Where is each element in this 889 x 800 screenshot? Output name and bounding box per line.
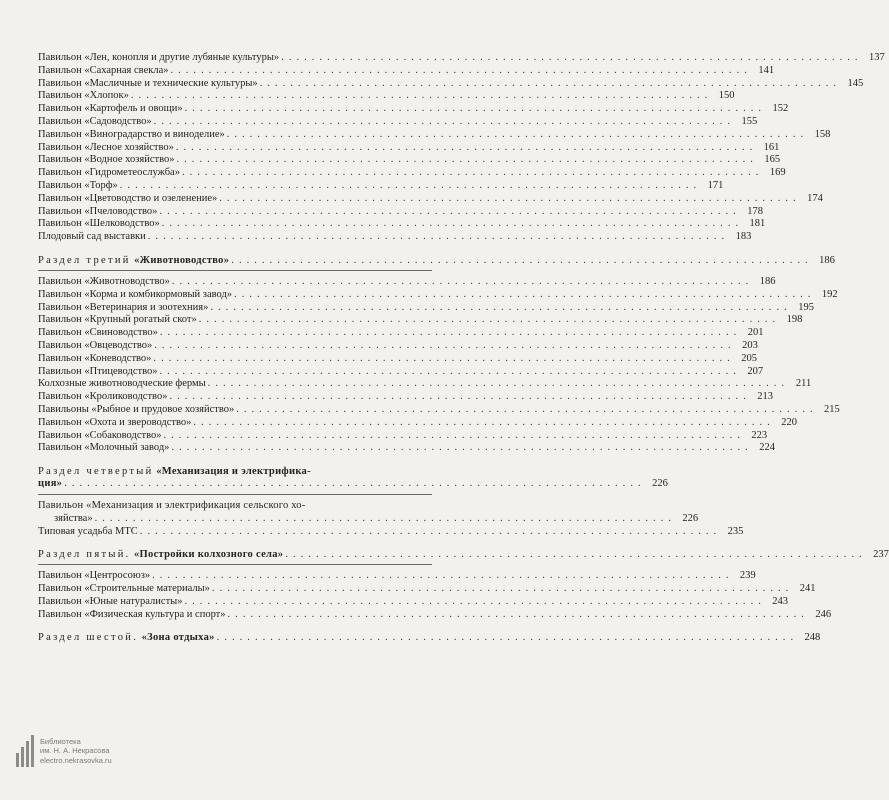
toc-entry (38, 218, 766, 231)
toc-entry (38, 167, 786, 180)
toc-entry (38, 339, 758, 353)
toc-entry-page: 201 (747, 327, 764, 339)
toc-entry-page: 224 (759, 442, 776, 454)
toc-entry-page: 155 (741, 115, 758, 127)
toc-entry-page: 203 (742, 339, 758, 351)
toc-entry (38, 90, 735, 103)
toc-entry-title: Павильон «Цветоводство и озеленение» (38, 192, 218, 204)
toc-entry (38, 429, 768, 443)
toc-entry-title: Павильон «Садоводство» (38, 115, 152, 127)
toc-entry-page: 239 (739, 570, 756, 582)
toc-entry-title: Павильон «Шелководство» (38, 218, 160, 230)
toc-entry (38, 128, 831, 142)
table-of-contents (38, 52, 889, 644)
toc-entry-page: 243 (772, 595, 789, 607)
toc-entry (38, 154, 781, 167)
toc-entry-page: 220 (781, 416, 797, 428)
toc-entry (38, 64, 775, 78)
toc-entry (38, 141, 780, 155)
section-5-prefix: Раздел пятый. (38, 549, 131, 561)
section-4-title-line2: ция» (38, 478, 63, 490)
toc-entry-page: 178 (747, 205, 763, 217)
section-3-title: «Животноводство» (134, 254, 230, 266)
toc-entry-title: Павильон «Молочный завод» (38, 442, 170, 454)
toc-entry-title: Павильон «Водное хозяйство» (38, 154, 175, 166)
section-5-heading (38, 548, 889, 561)
section-4-entry-2 (38, 525, 744, 539)
section-4-heading (38, 465, 668, 491)
toc-group-3 (38, 570, 832, 621)
section-4-prefix: Раздел четвертый (38, 466, 154, 478)
toc-entry-page: 141 (758, 64, 775, 76)
toc-group-2 (38, 275, 840, 455)
toc-entry-page: 223 (751, 429, 768, 441)
section-3-heading (38, 254, 835, 267)
toc-entry (38, 583, 816, 596)
section-4-entry-2-text: Типовая усадьба МТС (38, 525, 138, 537)
toc-group-1 (38, 52, 885, 244)
toc-entry-page: 174 (807, 192, 823, 204)
toc-entry-page: 137 (869, 52, 885, 63)
section-6-page: 248 (804, 632, 821, 644)
toc-entry-title: Павильон «Центросоюз» (38, 570, 151, 582)
toc-entry (38, 314, 803, 327)
toc-entry (38, 442, 776, 455)
divider (38, 564, 432, 565)
toc-entry (38, 231, 752, 244)
toc-entry (38, 403, 840, 417)
section-5-title: «Постройки колхозного села» (134, 549, 284, 561)
section-5-page: 237 (873, 549, 889, 561)
toc-entry-page: 246 (815, 608, 832, 620)
toc-entry (38, 416, 797, 430)
section-4-entry-2-page: 235 (727, 525, 744, 537)
toc-entry-page: 169 (769, 167, 786, 179)
toc-entry-title: Павильон «Гидрометеослужба» (38, 167, 180, 179)
toc-entry (38, 391, 774, 404)
toc-entry-page: 213 (757, 391, 774, 403)
toc-entry-page: 161 (763, 141, 780, 153)
toc-entry-page: 215 (824, 403, 840, 415)
toc-entry-page: 181 (749, 218, 766, 230)
toc-entry (38, 192, 823, 206)
toc-entry-page: 207 (747, 365, 764, 377)
toc-entry-title: Павильон «Коневодство» (38, 352, 152, 364)
toc-entry-title: Павильон «Корма и комбикормовый завод» (38, 288, 233, 300)
toc-entry (38, 365, 764, 379)
section-4-entry-page: 226 (682, 512, 699, 524)
toc-entry-title: Павильон «Птицеводство» (38, 365, 158, 377)
toc-entry (38, 378, 812, 391)
toc-entry-title: Павильон «Животноводство» (38, 275, 170, 287)
toc-entry-title: Павильон «Картофель и овощи» (38, 103, 183, 115)
toc-entry-title: Павильон «Масличные и технические культуры» (38, 77, 258, 89)
footer-line1: Библиотека (40, 736, 81, 746)
section-4-entry-line2: зяйства» (54, 512, 93, 524)
toc-entry-title: Павильон «Кролиководство» (38, 391, 168, 403)
toc-entry-page: 152 (772, 103, 789, 115)
toc-entry (38, 595, 789, 609)
toc-entry-title: Павильон «Хлопок» (38, 90, 129, 102)
toc-entry-title: Павильоны «Рыбное и прудовое хозяйство» (38, 403, 235, 415)
library-watermark (16, 735, 112, 767)
section-4-title-line1: «Механизация и электрифика- (156, 466, 311, 478)
toc-entry (38, 288, 838, 302)
toc-entry (38, 352, 757, 366)
toc-entry (38, 301, 814, 315)
toc-entry (38, 570, 756, 583)
toc-entry-title: Павильон «Свиноводство» (38, 327, 158, 339)
toc-entry-page: 158 (814, 128, 831, 140)
section-3-page: 186 (819, 254, 835, 266)
toc-entry-page: 171 (707, 179, 724, 191)
toc-entry-title: Павильон «Охота и звероводство» (38, 416, 192, 428)
toc-entry-title: Павильон «Сахарная свекла» (38, 64, 169, 76)
toc-entry-page: 165 (764, 154, 781, 166)
section-6-heading (38, 631, 821, 644)
toc-entry (38, 115, 758, 129)
toc-entry (38, 608, 832, 622)
toc-entry (38, 327, 764, 340)
toc-entry-page: 198 (786, 314, 803, 326)
section-3-prefix: Раздел третий (38, 254, 131, 266)
toc-entry-title: Павильон «Пчеловодство» (38, 205, 158, 217)
toc-entry-title: Павильон «Юные натуралисты» (38, 595, 183, 607)
toc-entry-page: 192 (821, 288, 838, 300)
section-4-entry (38, 499, 699, 526)
toc-entry-title: Павильон «Овцеводство» (38, 339, 153, 351)
toc-entry-title: Павильон «Виноградарство и виноделие» (38, 128, 225, 140)
toc-entry-title: Павильон «Лен, конопля и другие лубяные культуры» (38, 52, 280, 63)
toc-entry-page: 186 (759, 275, 776, 287)
toc-entry-page: 205 (741, 352, 757, 364)
section-4-page: 226 (652, 478, 668, 490)
toc-entry-title: Плодовый сад выставки (38, 231, 146, 243)
toc-entry-page: 145 (847, 77, 864, 89)
toc-entry (38, 275, 776, 289)
toc-entry-title: Павильон «Торф» (38, 179, 118, 191)
toc-entry-page: 150 (718, 90, 735, 102)
toc-entry-title: Павильон «Собаководство» (38, 429, 162, 441)
toc-entry-title: Павильон «Лесное хозяйство» (38, 141, 174, 153)
toc-entry-page: 211 (795, 378, 812, 390)
toc-entry-title: Павильон «Крупный рогатый скот» (38, 314, 197, 326)
toc-entry-page: 183 (735, 231, 752, 243)
toc-entry (38, 205, 763, 219)
toc-entry-page: 241 (799, 583, 816, 595)
toc-entry (38, 103, 789, 116)
toc-entry (38, 52, 885, 65)
footer-line3: electro.nekrasovka.ru (40, 755, 112, 765)
divider (38, 494, 432, 495)
toc-entry (38, 179, 724, 193)
section-6-prefix: Раздел шестой. (38, 632, 139, 644)
section-6-title: «Зона отдыха» (141, 632, 215, 644)
toc-entry-page: 195 (798, 301, 814, 313)
toc-entry-title: Колхозные животноводческие фермы (38, 378, 206, 390)
toc-entry-title: Павильон «Физическая культура и спорт» (38, 608, 226, 620)
footer-line2: им. Н. А. Некрасова (40, 746, 110, 756)
toc-entry-title: Павильон «Ветеринария и зоотехния» (38, 301, 209, 313)
library-logo-icon (16, 735, 34, 767)
toc-entry-title: Павильон «Строительные материалы» (38, 583, 210, 595)
section-4-entry-line1: Павильон «Механизация и электрификация сельского хо- (38, 499, 306, 511)
divider (38, 270, 432, 271)
toc-entry (38, 77, 864, 91)
